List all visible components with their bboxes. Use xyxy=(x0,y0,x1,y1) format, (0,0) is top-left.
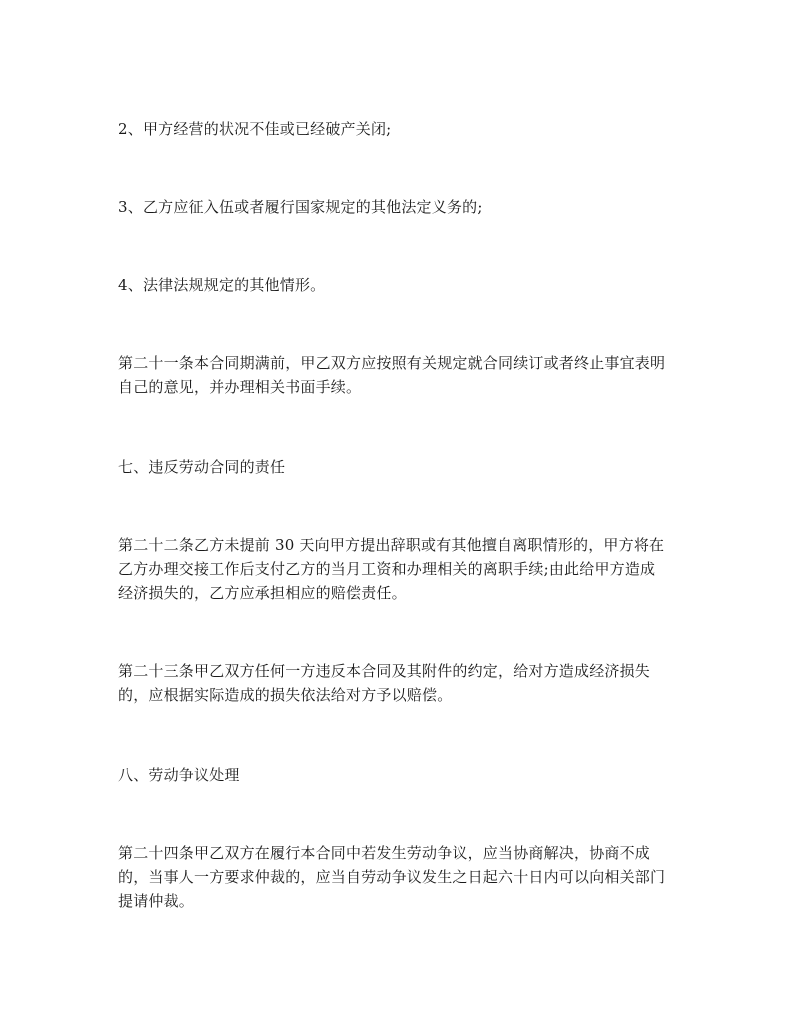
article-22-paragraph: 第二十二条乙方未提前 30 天向甲方提出辞职或有其他擅自离职情形的，甲方将在 乙方办理交接工作后支付乙方的当月工资和办理相关的离职手续;由此给甲方造成 经济损失的，乙方应承担相应的赔偿责任。 xyxy=(118,536,665,602)
article-23-paragraph: 第二十三条甲乙双方任何一方违反本合同及其附件的约定，给对方造成经济损失 的，应根据实际造成的损失依法给对方予以赔偿。 xyxy=(118,662,651,704)
clause-item-4: 4、法律法规规定的其他情形。 xyxy=(118,276,326,294)
section-heading-8: 八、劳动争议处理 xyxy=(118,766,240,784)
section-heading-7: 七、违反劳动合同的责任 xyxy=(118,458,286,476)
clause-item-3: 3、乙方应征入伍或者履行国家规定的其他法定义务的; xyxy=(118,198,483,216)
clause-item-2: 2、甲方经营的状况不佳或已经破产关闭; xyxy=(118,120,392,138)
article-21-paragraph: 第二十一条本合同期满前，甲乙双方应按照有关规定就合同续订或者终止事宜表明 自己的意见，并办理相关书面手续。 xyxy=(118,354,666,396)
article-24-paragraph: 第二十四条甲乙双方在履行本合同中若发生劳动争议，应当协商解决，协商不成 的，当事人一方要求仲裁的，应当自劳动争议发生之日起六十日内可以向相关部门 提请仲裁。 xyxy=(118,844,666,910)
